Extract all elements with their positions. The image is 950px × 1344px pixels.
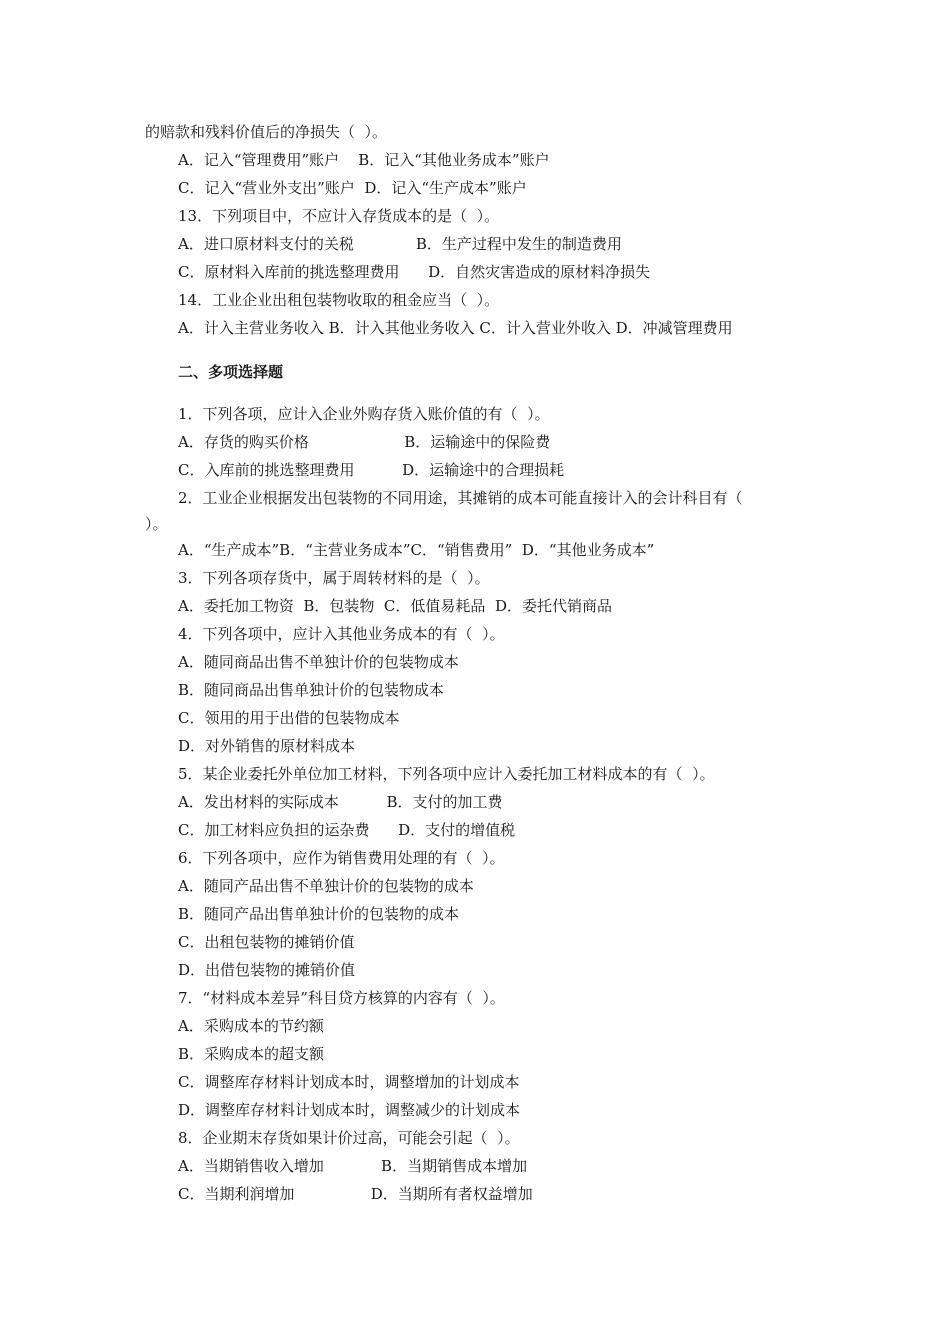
text-line: A．委托加工物资 B．包装物 C．低值易耗品 D．委托代销商品 xyxy=(178,597,612,615)
text-line: D．对外销售的原材料成本 xyxy=(178,737,356,755)
text-line: B．采购成本的超支额 xyxy=(178,1045,325,1063)
text-line: C．出租包装物的摊销价值 xyxy=(178,933,355,951)
text-line: C．入库前的挑选整理费用 D．运输途中的合理损耗 xyxy=(178,461,565,479)
text-line: A．发出材料的实际成本 B．支付的加工费 xyxy=(178,793,503,811)
text-line: A．“生产成本”B．“主营业务成本”C．“销售费用” D．“其他业务成本” xyxy=(178,541,655,559)
text-line: B．随同产品出售单独计价的包装物的成本 xyxy=(178,905,460,923)
text-line: 的赔款和残料价值后的净损失（ ）。 xyxy=(145,123,388,141)
text-line: 2．工业企业根据发出包装物的不同用途，其摊销的成本可能直接计入的会计科目有（ xyxy=(178,489,743,507)
text-line: 1．下列各项，应计入企业外购存货入账价值的有（ ）。 xyxy=(178,405,550,423)
text-line: C．记入“营业外支出”账户 D．记入“生产成本”账户 xyxy=(178,179,527,197)
text-line: C．加工材料应负担的运杂费 D．支付的增值税 xyxy=(178,821,516,839)
text-line: 13．下列项目中，不应计入存货成本的是（ ）。 xyxy=(178,207,500,225)
text-line: 7．“材料成本差异”科目贷方核算的内容有（ ）。 xyxy=(178,989,505,1007)
text-line: D．出借包装物的摊销价值 xyxy=(178,961,356,979)
text-line: A．计入主营业务收入 B．计入其他业务收入 C．计入营业外收入 D．冲减管理费用 xyxy=(178,319,733,337)
text-line: A．采购成本的节约额 xyxy=(178,1017,324,1035)
text-line: C．调整库存材料计划成本时，调整增加的计划成本 xyxy=(178,1073,520,1091)
text-line: C．当期利润增加 D．当期所有者权益增加 xyxy=(178,1185,533,1203)
text-line: 14．工业企业出租包装物收取的租金应当（ ）。 xyxy=(178,291,500,309)
text-line: A．存货的购买价格 B．运输途中的保险费 xyxy=(178,433,551,451)
text-line: 6．下列各项中，应作为销售费用处理的有（ ）。 xyxy=(178,849,505,867)
text-line: A．记入“管理费用”账户 B．记入“其他业务成本”账户 xyxy=(178,151,550,169)
text-line: A．随同产品出售不单独计价的包装物的成本 xyxy=(178,877,474,895)
text-line: B．随同商品出售单独计价的包装物成本 xyxy=(178,681,445,699)
text-line: A．当期销售收入增加 B．当期销售成本增加 xyxy=(178,1157,528,1175)
text-line: 8．企业期末存货如果计价过高，可能会引起（ ）。 xyxy=(178,1129,520,1147)
text-line: D．调整库存材料计划成本时，调整减少的计划成本 xyxy=(178,1101,521,1119)
text-line: C．领用的用于出借的包装物成本 xyxy=(178,709,400,727)
text-line: A．进口原材料支付的关税 B．生产过程中发生的制造费用 xyxy=(178,235,622,253)
text-line: ）。 xyxy=(145,515,168,533)
text-line: 4．下列各项中，应计入其他业务成本的有（ ）。 xyxy=(178,625,505,643)
text-line: 3．下列各项存货中，属于周转材料的是（ ）。 xyxy=(178,569,490,587)
text-line: 5．某企业委托外单位加工材料，下列各项中应计入委托加工材料成本的有（ ）。 xyxy=(178,765,715,783)
section-heading: 二、多项选择题 xyxy=(178,363,284,381)
text-line: A．随同商品出售不单独计价的包装物成本 xyxy=(178,653,459,671)
text-line: C．原材料入库前的挑选整理费用 D．自然灾害造成的原材料净损失 xyxy=(178,263,651,281)
